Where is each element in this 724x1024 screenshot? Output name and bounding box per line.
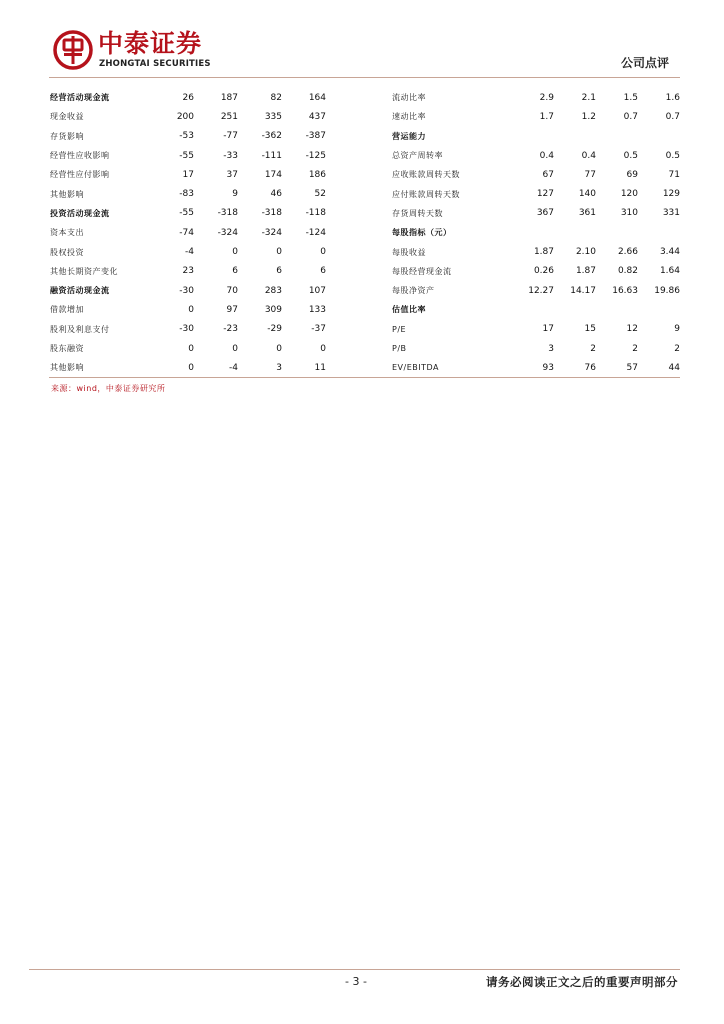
row-value: 69	[626, 169, 638, 180]
row-label: 投资活动现金流	[50, 208, 110, 218]
row-value: 186	[308, 169, 326, 180]
row-value: -23	[223, 324, 238, 335]
row-value: -124	[305, 227, 326, 238]
row-value: 6	[276, 266, 282, 277]
row-value: 309	[264, 304, 282, 315]
table-row	[50, 204, 333, 223]
row-value: 283	[264, 285, 282, 296]
row-label: 其他影响	[50, 363, 84, 373]
page-header	[0, 0, 724, 80]
row-value: 12	[626, 324, 638, 335]
row-value: 9	[674, 324, 680, 335]
row-value: -55	[179, 208, 194, 219]
page-number: - 3 -	[345, 975, 367, 988]
row-value: -53	[179, 131, 194, 142]
row-value: 174	[264, 169, 282, 180]
row-value: -33	[223, 150, 238, 161]
row-value: 0	[276, 247, 282, 258]
row-value: 2.66	[617, 247, 638, 258]
row-value: 3	[548, 343, 554, 354]
table-row	[392, 320, 680, 339]
row-value: -362	[261, 131, 282, 142]
row-value: -118	[305, 208, 326, 219]
row-label: P/E	[392, 324, 407, 334]
row-value: 37	[226, 169, 238, 180]
row-value: 2.10	[575, 247, 596, 258]
row-label: 经营活动现金流	[50, 93, 110, 103]
row-value: 0	[320, 343, 326, 354]
brand-name-cn: 中泰证券	[98, 29, 203, 58]
row-value: 251	[220, 111, 238, 122]
row-label: 流动比率	[392, 93, 426, 103]
row-value: -4	[229, 362, 238, 373]
brand-name-en: ZHONGTAI SECURITIES	[99, 59, 211, 69]
row-value: 0	[188, 304, 194, 315]
row-label: 每股指标（元）	[392, 228, 452, 238]
row-value: 17	[542, 324, 554, 335]
row-value: 15	[584, 324, 596, 335]
table-row	[50, 358, 333, 377]
row-value: 0	[276, 343, 282, 354]
row-value: 127	[536, 189, 554, 200]
row-value: 93	[542, 362, 554, 373]
row-value: 140	[578, 189, 596, 200]
row-value: 2	[590, 343, 596, 354]
row-value: 164	[308, 92, 326, 103]
table-row	[392, 262, 680, 281]
row-label: 经营性应付影响	[50, 170, 110, 180]
row-value: 0.7	[665, 111, 680, 122]
row-value: 0	[232, 343, 238, 354]
source-note: 来源：wind，中泰证券研究所	[51, 384, 166, 393]
row-value: 1.2	[581, 111, 596, 122]
row-value: 23	[182, 266, 194, 277]
row-value: 2.1	[581, 92, 596, 103]
row-value: 107	[308, 285, 326, 296]
table-row	[50, 223, 333, 242]
row-value: 17	[182, 169, 194, 180]
table-row	[50, 107, 333, 126]
row-value: 0.26	[533, 266, 554, 277]
row-label: 总资产周转率	[392, 151, 443, 161]
row-value: 67	[542, 169, 554, 180]
table-row	[50, 127, 333, 146]
row-label: 资本支出	[50, 228, 84, 238]
row-value: 1.5	[623, 92, 638, 103]
row-label: 每股净资产	[392, 286, 435, 296]
table-row	[50, 184, 333, 203]
row-label: 应收账款周转天数	[392, 170, 460, 180]
row-label: 每股经营现金流	[392, 266, 452, 276]
table-row	[50, 339, 333, 358]
row-value: 2.9	[539, 92, 554, 103]
cash-flow-table	[50, 88, 333, 377]
row-label: P/B	[392, 344, 407, 353]
table-row	[392, 127, 680, 146]
table-row	[50, 300, 333, 319]
table-row	[392, 204, 680, 223]
row-value: -83	[179, 189, 194, 200]
table-row	[392, 107, 680, 126]
table-row	[50, 146, 333, 165]
row-value: 97	[226, 304, 238, 315]
row-value: 2	[632, 343, 638, 354]
row-value: 0.4	[581, 150, 596, 161]
row-value: 310	[620, 208, 638, 219]
row-value: 0.5	[665, 150, 680, 161]
row-value: 1.7	[539, 111, 554, 122]
header-divider	[49, 77, 680, 78]
table-row	[50, 320, 333, 339]
table-row	[392, 242, 680, 261]
row-value: 76	[584, 362, 596, 373]
row-value: 437	[308, 111, 326, 122]
row-value: 19.86	[654, 285, 680, 296]
footer-divider	[29, 969, 680, 970]
table-row	[392, 165, 680, 184]
row-label: 借款增加	[50, 305, 84, 315]
row-label: 存货周转天数	[392, 208, 443, 218]
table-row	[50, 262, 333, 281]
row-value: 3.44	[659, 247, 680, 258]
row-value: 0	[188, 362, 194, 373]
row-value: 129	[662, 189, 680, 200]
row-value: -55	[179, 150, 194, 161]
row-label: 估值比率	[392, 305, 426, 315]
row-value: 120	[620, 189, 638, 200]
row-value: 1.64	[659, 266, 680, 277]
row-label: 营运能力	[392, 131, 426, 141]
row-value: 11	[314, 362, 326, 373]
row-value: 77	[584, 169, 596, 180]
table-row	[392, 223, 680, 242]
row-value: -324	[217, 227, 238, 238]
row-value: 14.17	[570, 285, 596, 296]
row-value: -30	[179, 285, 194, 296]
row-value: 335	[264, 111, 282, 122]
table-row	[392, 146, 680, 165]
row-value: 6	[320, 266, 326, 277]
table-row	[392, 88, 680, 107]
row-value: 0.4	[539, 150, 554, 161]
row-value: -37	[311, 324, 326, 335]
row-label: 融资活动现金流	[50, 286, 110, 296]
zhongtai-logo-icon	[53, 30, 93, 70]
row-value: 0	[232, 247, 238, 258]
row-value: -30	[179, 324, 194, 335]
row-value: -318	[217, 208, 238, 219]
row-value: -324	[261, 227, 282, 238]
row-value: -74	[179, 227, 194, 238]
row-value: 9	[232, 189, 238, 200]
row-value: 57	[626, 362, 638, 373]
row-label: 经营性应收影响	[50, 151, 110, 161]
row-value: 12.27	[528, 285, 554, 296]
row-value: 71	[668, 169, 680, 180]
row-value: 331	[662, 208, 680, 219]
row-value: 200	[176, 111, 194, 122]
row-label: 其他长期资产变化	[50, 266, 118, 276]
row-value: -387	[305, 131, 326, 142]
table-bottom-divider	[49, 377, 680, 378]
row-value: 82	[270, 92, 282, 103]
row-value: 0	[188, 343, 194, 354]
table-row	[50, 281, 333, 300]
row-value: 0.7	[623, 111, 638, 122]
row-value: -111	[261, 150, 282, 161]
row-value: 1.6	[665, 92, 680, 103]
row-value: 70	[226, 285, 238, 296]
ratios-table	[392, 88, 680, 377]
row-value: 46	[270, 189, 282, 200]
row-value: 361	[578, 208, 596, 219]
row-value: -318	[261, 208, 282, 219]
report-type: 公司点评	[620, 56, 669, 70]
row-value: 44	[668, 362, 680, 373]
row-value: 52	[314, 189, 326, 200]
table-row	[392, 184, 680, 203]
row-value: 2	[674, 343, 680, 354]
row-value: 16.63	[612, 285, 638, 296]
disclaimer-note: 请务必阅读正文之后的重要声明部分	[486, 975, 678, 989]
row-value: 3	[276, 362, 282, 373]
row-value: -4	[185, 247, 194, 258]
row-value: 1.87	[575, 266, 596, 277]
row-label: 现金收益	[50, 112, 84, 122]
row-value: 187	[220, 92, 238, 103]
row-value: 367	[536, 208, 554, 219]
row-label: 速动比率	[392, 112, 426, 122]
row-label: 每股收益	[392, 247, 426, 257]
row-value: -29	[267, 324, 282, 335]
table-row	[50, 242, 333, 261]
row-value: 1.87	[533, 247, 554, 258]
row-label: 应付账款周转天数	[392, 189, 460, 199]
row-value: 0	[320, 247, 326, 258]
row-label: 其他影响	[50, 189, 84, 199]
table-row	[50, 88, 333, 107]
row-value: 6	[232, 266, 238, 277]
row-value: 133	[308, 304, 326, 315]
row-value: 0.82	[617, 266, 638, 277]
row-value: -77	[223, 131, 238, 142]
row-label: EV/EBITDA	[392, 363, 440, 373]
table-row	[392, 300, 680, 319]
row-label: 股利及利息支付	[50, 324, 110, 334]
row-value: 0.5	[623, 150, 638, 161]
row-value: 26	[182, 92, 194, 103]
row-label: 股东融资	[50, 344, 84, 353]
row-label: 股权投资	[50, 247, 84, 257]
row-value: -125	[305, 150, 326, 161]
table-row	[50, 165, 333, 184]
table-row	[392, 281, 680, 300]
table-row	[392, 339, 680, 358]
row-label: 存货影响	[50, 131, 84, 141]
table-row	[392, 358, 680, 377]
